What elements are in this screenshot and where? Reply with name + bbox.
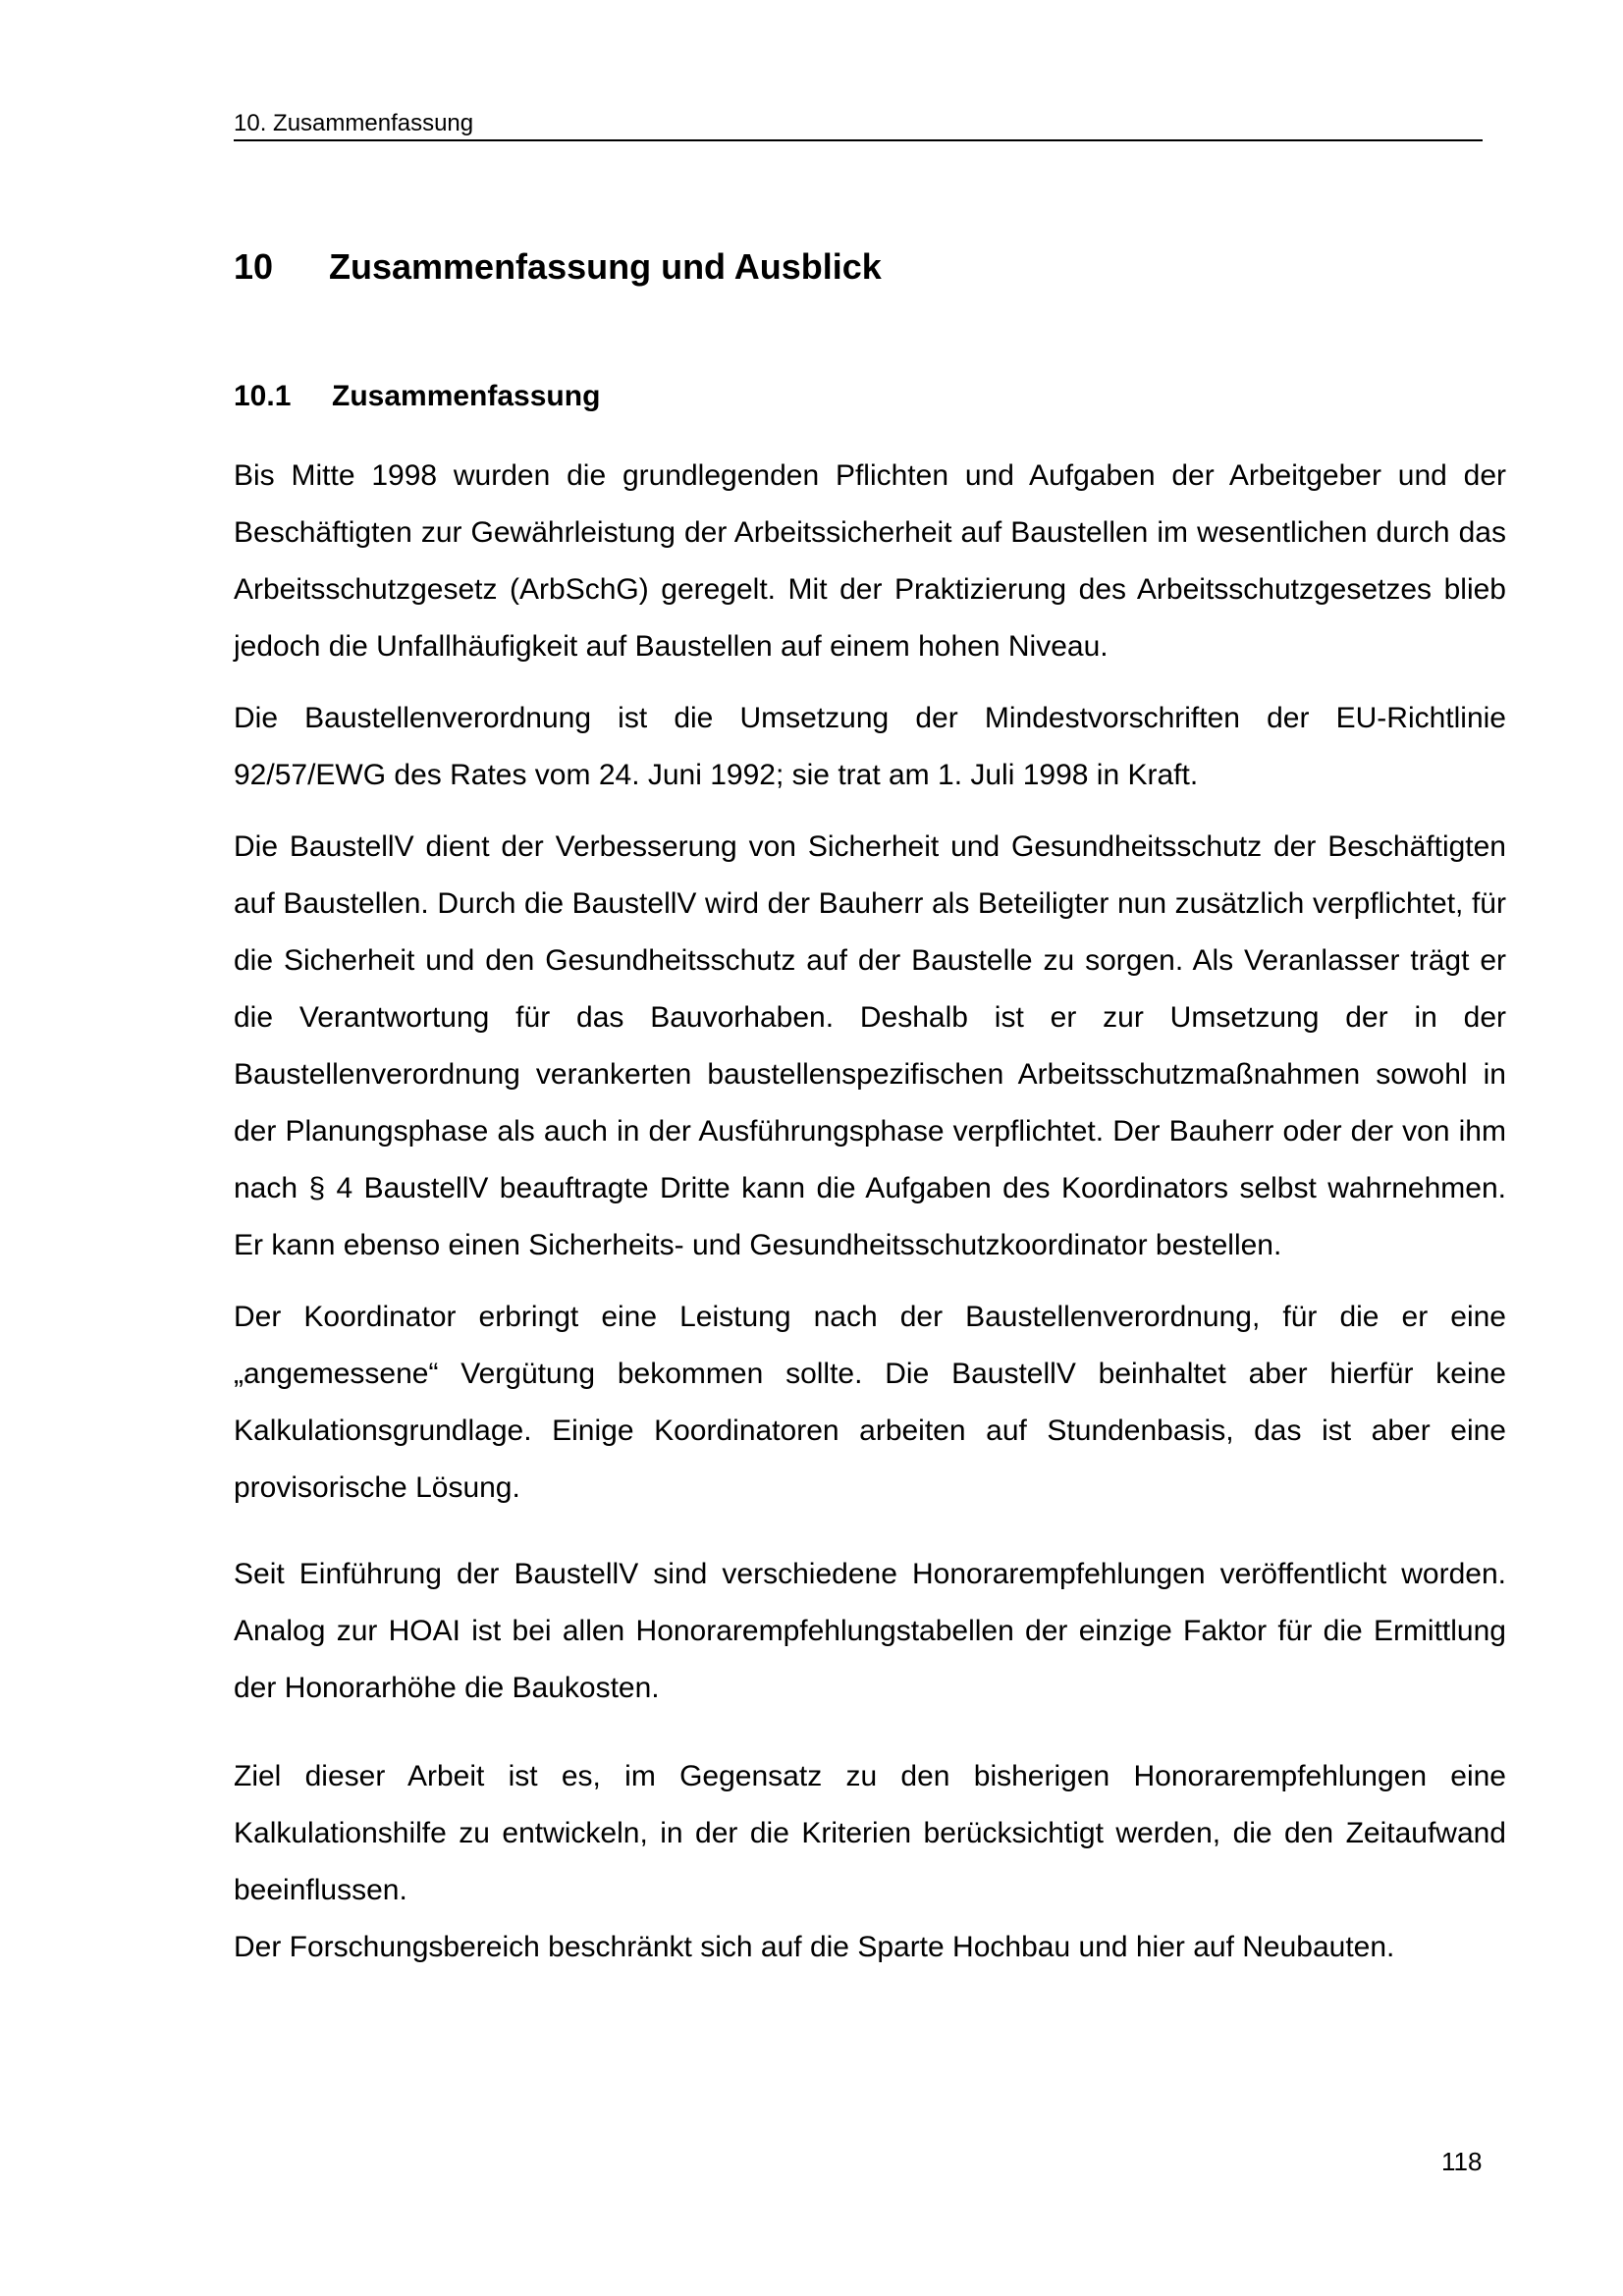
section-title: Zusammenfassung bbox=[332, 380, 601, 412]
paragraph-fee-recommendations: Seit Einführung der BaustellV sind verschiedene Honorarempfehlungen veröffentlicht worden. Analog zur HOAI ist bei allen Honorarempfehlungstabellen der einzige Faktor für die Ermittlung der Honorarhöhe die Baukosten. bbox=[234, 1558, 1506, 1704]
paragraph-eu-directive: Die Baustellenverordnung ist die Umsetzung der Mindestvorschriften der EU-Richtlinie 92/57/EWG des Rates vom 24. Juni 1992; sie trat am 1. Juli 1998 in Kraft. bbox=[234, 702, 1506, 791]
paragraph-client-duties: Die BaustellV dient der Verbesserung von Sicherheit und Gesundheitsschutz der Beschäftigten auf Baustellen. Durch die BaustellV wird der Bauherr als Beteiligter nun zusätzlich verpflichtet, für die Sicherheit und den Gesundheitsschutz auf der Baustelle zu sorgen. Als Veranlasser trägt er die Verantwortung für das Bauvorhaben. Deshalb ist er zur Umsetzung der in der Baustellenverordnung verankerten baustellenspezifischen Arbeitsschutzmaßnahmen sowohl in der Planungsphase als auch in der Ausführungsphase verpflichtet. Der Bauherr oder der von ihm nach § 4 BaustellV beauftragte Dritte kann die Aufgaben des Koordinators selbst wahrnehmen. Er kann ebenso einen Sicherheits- und Gesundheitsschutzkoordinator bestellen. bbox=[234, 830, 1506, 1261]
chapter-heading bbox=[234, 245, 882, 289]
paragraph-research-goal: Ziel dieser Arbeit ist es, im Gegensatz zu den bisherigen Honorarempfehlungen eine Kalkulationshilfe zu entwickeln, in der die Kriterien berücksichtigt werden, die den Zeitaufwand beeinflussen. bbox=[234, 1760, 1506, 1906]
section-heading bbox=[234, 378, 600, 415]
paragraph-coordinator-fee: Der Koordinator erbringt eine Leistung nach der Baustellenverordnung, für die er eine „angemessene“ Vergütung bekommen sollte. Die BaustellV beinhaltet aber hierfür keine Kalkulationsgrundlage. Einige Koordinatoren arbeiten auf Stundenbasis, das ist aber eine provisorische Lösung. bbox=[234, 1301, 1506, 1504]
paragraph-research-scope: Der Forschungsbereich beschränkt sich auf die Sparte Hochbau und hier auf Neubauten. bbox=[234, 1931, 1395, 1963]
chapter-number: 10 bbox=[234, 246, 274, 287]
page-number: 118 bbox=[1441, 2147, 1483, 2176]
body-text bbox=[234, 448, 1506, 1976]
running-header-title: 10. Zusammenfassung bbox=[234, 110, 474, 136]
chapter-title: Zusammenfassung und Ausblick bbox=[329, 246, 882, 287]
paragraph-legal-background: Bis Mitte 1998 wurden die grundlegenden Pflichten und Aufgaben der Arbeitgeber und der Beschäftigten zur Gewährleistung der Arbeitssicherheit auf Baustellen im wesentlichen durch das Arbeitsschutzgesetz (ArbSchG) geregelt. Mit der Praktizierung des Arbeitsschutzgesetzes blieb jedoch die Unfallhäufigkeit auf Baustellen auf einem hohen Niveau. bbox=[234, 459, 1506, 663]
running-header bbox=[234, 110, 1483, 141]
section-number: 10.1 bbox=[234, 380, 292, 412]
